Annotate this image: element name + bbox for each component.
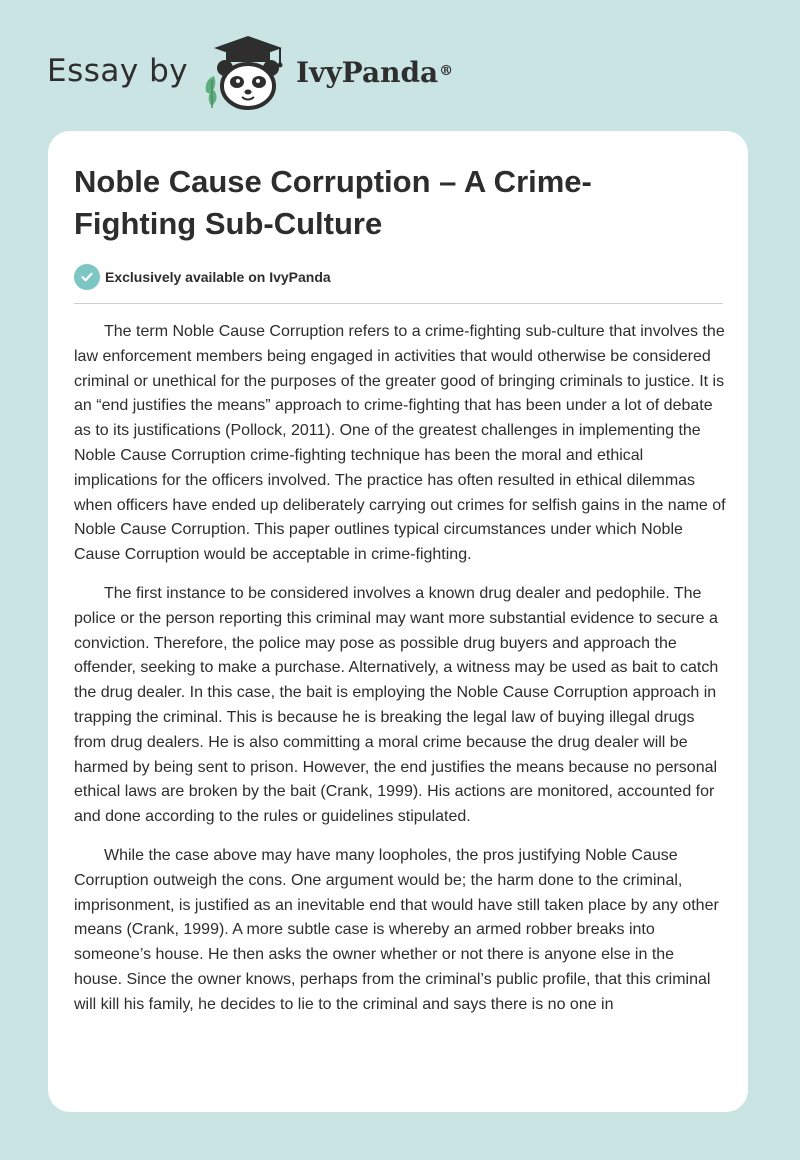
panda-graduate-logo-icon[interactable] bbox=[200, 34, 292, 110]
site-header bbox=[0, 0, 800, 125]
title-divider bbox=[74, 303, 723, 304]
paragraph: The first instance to be considered involves a known drug dealer and pedophile. The police or the person reporting this criminal may want more substantial evidence to secure a conviction. Therefore, the police may pose as possible drug buyers and approach the offender, seeking to make a purchase. Alternatively, a witness may be used as bait to catch the drug dealer. In this case, the bait is employing the Noble Cause Corruption approach in trapping the criminal. This is because he is breaking the legal law of buying illegal drugs from drug dealers. He is also committing a moral crime because the drug dealer will be harmed by being sent to prison. However, the end justifies the means because no personal ethical laws are broken by the bait (Crank, 1999). His actions are monitored, accounted for and done according to the rules or guidelines stipulated. bbox=[74, 584, 719, 826]
exclusive-badge bbox=[74, 264, 331, 290]
check-circle-icon bbox=[74, 264, 100, 290]
essay-body bbox=[74, 320, 726, 1032]
essay-title: Noble Cause Corruption – A Crime-Fighting Sub-Culture bbox=[74, 164, 592, 241]
essay-card bbox=[48, 131, 748, 1112]
registered-mark: ® bbox=[439, 63, 454, 79]
essay-by-label: Essay by bbox=[47, 53, 189, 89]
paragraph: While the case above may have many loopholes, the pros justifying Noble Cause Corruption outweigh the cons. One argument would be; the harm done to the criminal, imprisonment, is justified as an inevitable end that would have still taken place by any other means (Crank, 1999). A more subtle case is whereby an armed robber breaks into someone’s house. He then asks the owner whether or not there is anyone else in the house. Since the owner knows, perhaps from the criminal’s public profile, that this criminal will kill his family, he decides to lie to the criminal and says there is no one in bbox=[74, 846, 719, 1013]
paragraph: The term Noble Cause Corruption refers to a crime-fighting sub-culture that involves the law enforcement members being engaged in activities that would otherwise be considered criminal or unethical for the purposes of the greater good of bringing criminals to justice. It is an “end justifies the means” approach to crime-fighting that has been under a lot of debate as to its justifications (Pollock, 2011). One of the greatest challenges in implementing the Noble Cause Corruption crime-fighting technique has been the moral and ethical implications for the officers involved. The practice has often resulted in ethical dilemmas when officers have ended up deliberately carrying out crimes for selfish gains in the name of Noble Cause Corruption. This paper outlines typical circumstances under which Noble Cause Corruption would be acceptable in crime-fighting. bbox=[74, 323, 726, 564]
exclusive-badge-label: Exclusively available on IvyPanda bbox=[105, 269, 331, 285]
brand-name[interactable]: IvyPanda® bbox=[296, 56, 454, 89]
